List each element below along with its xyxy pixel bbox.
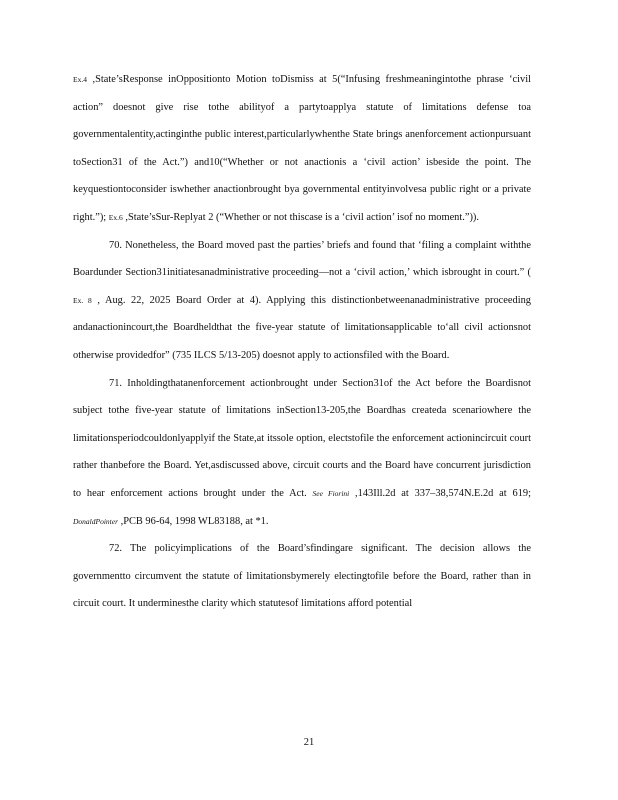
paragraph-text: 70. Nonetheless, the Board moved past the parties’ briefs and found that ‘filing a complaint withthe Boardunder Section31initiatesanadministrative proceeding—not a ‘civil action,’ which isbrought in court.” ( xyxy=(73,239,531,279)
case-citation: See Fiorini xyxy=(312,488,350,498)
paragraph-69-continuation xyxy=(73,66,531,232)
paragraph-text: 71. Inholdingthatanenforcement actionbrought under Section31of the Act before the Boardisnot subject tothe five-year statute of limitations inSection13-205,the Boardhas createda scenariowhere the limitationsperiodcouldonlyapplyif the State,at itssole option, electstofile the enforcement actionincircuit court rather thanbefore the Board. Yet,asdiscussed above, circuit courts and the Board have concurrent jurisdiction to hear enforcement actions brought under the Act. xyxy=(73,377,531,499)
paragraph-71 xyxy=(73,370,531,536)
exhibit-citation: Ex.4 xyxy=(73,75,87,84)
paragraph-text: ,PCB 96-64, 1998 WL83188, at *1. xyxy=(118,515,269,527)
paragraph-text: ,State’sResponse inOppositionto Motion toDismiss at 5(“Infusing freshmeaningintothe phrase ‘civil action” doesnot give rise tothe abilityof a partytoapplya statute of limitations defense toa governmentalentity,actinginthe public interest,particularlywhenthe State brings anenforcement actionpursuant toSection31 of the Act.”) and10(“Whether or not anactionis a ‘civil action’ isbeside the point. The keyquestiontoconsider iswhether anactionbrought bya governmental entityinvolvesa public right or a private right.”); xyxy=(73,74,531,223)
page-number: 21 xyxy=(303,737,315,748)
paragraph-text: ,State’sSur-Replyat 2 (“Whether or not thiscase is a ‘civil action’ isof no moment.”)). xyxy=(122,211,479,223)
paragraph-72 xyxy=(73,535,531,618)
case-citation: DonaldPointer xyxy=(73,516,118,526)
paragraph-text: 72. The policyimplications of the Board’sfindingare significant. The decision allows the governmentto circumvent the statute of limitationsbymerely electingtofile before the Board, rather than in circuit court. It underminesthe clarity which statutesof limitations afford potential xyxy=(73,543,531,610)
exhibit-citation: Ex. 8 xyxy=(73,295,92,305)
exhibit-citation: Ex.6 xyxy=(108,212,123,222)
paragraph-text: , Aug. 22, 2025 Board Order at 4). Applying this distinctionbetweenanadministrative proceeding andanactionincourt,the Boardheldthat the five-year statute of limitationsapplicable to‘all civil actionsnot otherwise providedfor” (735 ILCS 5/13-205) doesnot apply to actionsfiled with the Board. xyxy=(73,294,531,361)
document-body xyxy=(73,66,531,618)
paragraph-70 xyxy=(73,232,531,370)
paragraph-text: ,143Ill.2d at 337–38,574N.E.2d at 619; xyxy=(349,487,531,499)
